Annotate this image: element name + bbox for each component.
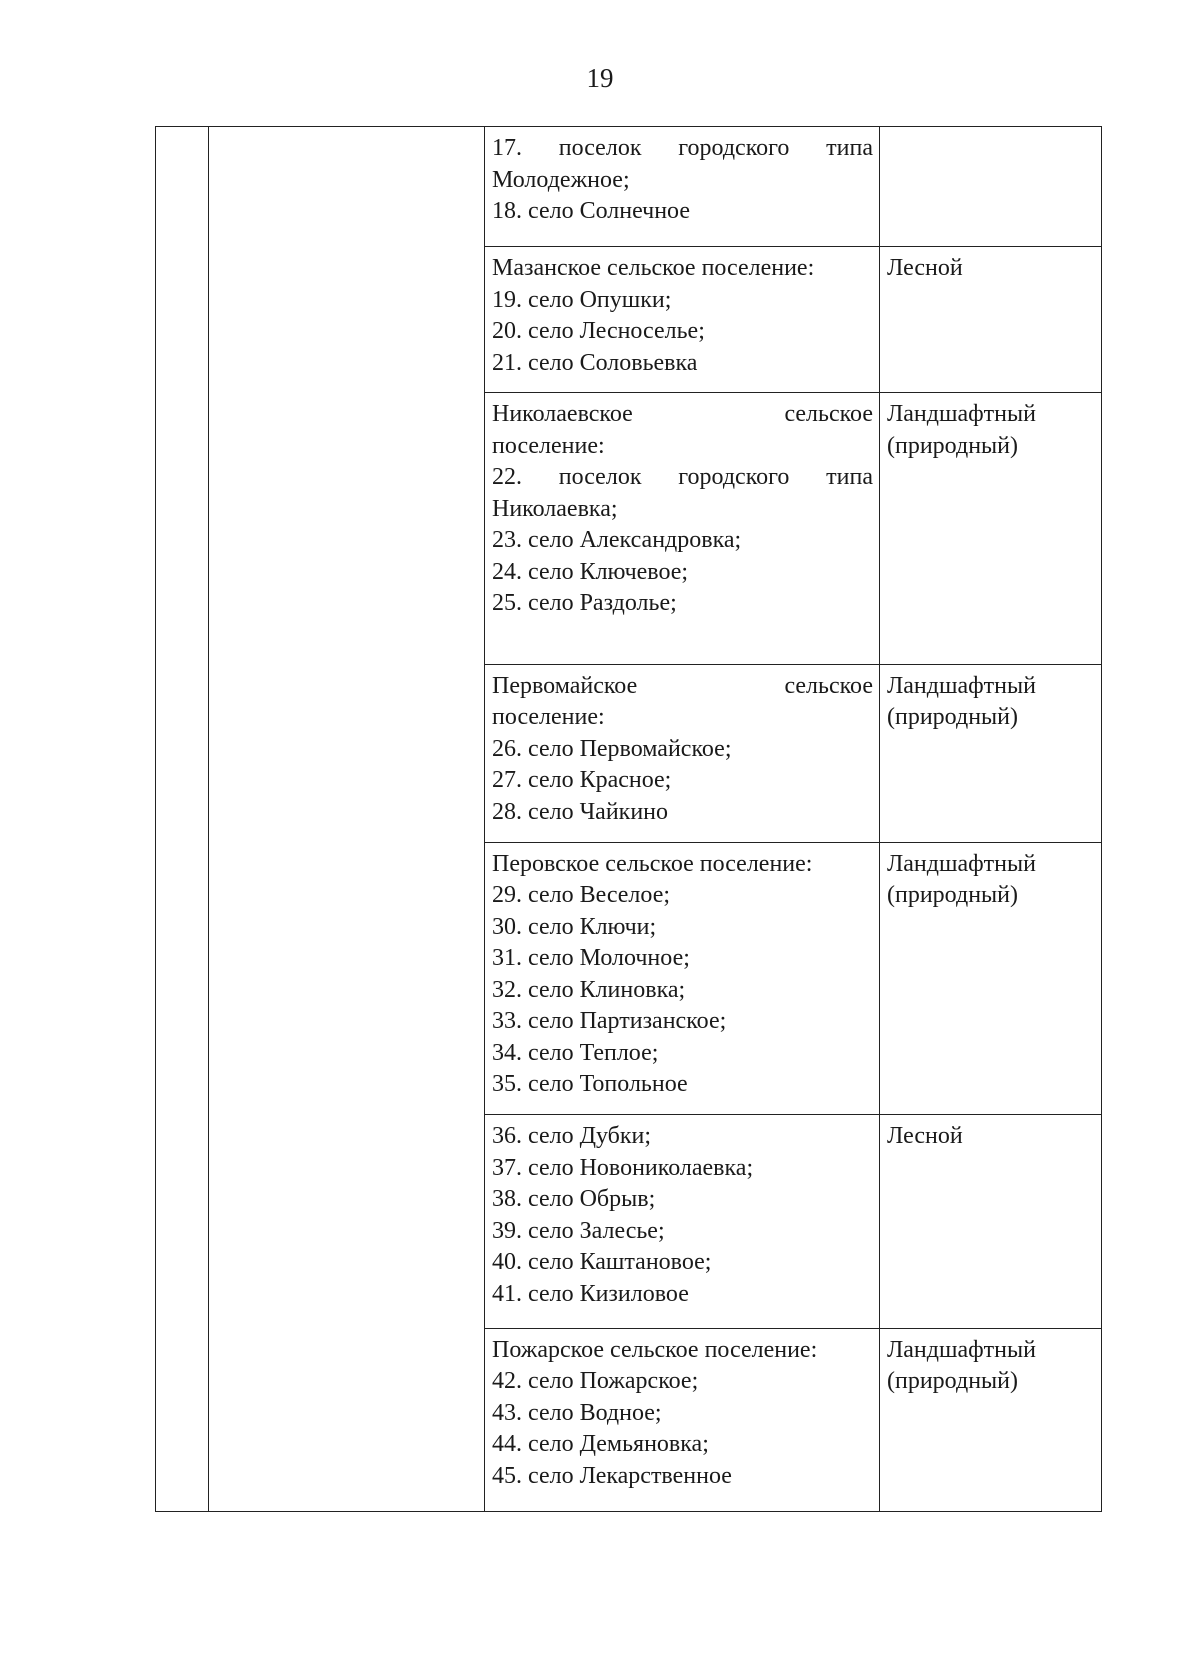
type-cell bbox=[880, 664, 1102, 842]
settlements-cell bbox=[485, 127, 880, 247]
settlements-cell bbox=[485, 1115, 880, 1328]
settlement-line: 39. село Залесье; bbox=[492, 1217, 665, 1244]
settlement-line: 41. село Кизиловое bbox=[492, 1280, 689, 1307]
protected-area-type: Лесной bbox=[887, 1123, 963, 1150]
settlements-table bbox=[155, 126, 1102, 1512]
settlement-line: 43. село Водное; bbox=[492, 1399, 662, 1426]
protected-area-type: Лесной bbox=[887, 255, 963, 282]
settlement-line: 28. село Чайкино bbox=[492, 798, 669, 825]
settlement-line: Перовское сельское поселение: bbox=[492, 850, 813, 877]
settlement-line: 45. село Лекарственное bbox=[492, 1462, 732, 1489]
settlement-line: Молодежное; bbox=[492, 166, 630, 193]
type-cell bbox=[880, 247, 1102, 393]
settlements-cell bbox=[485, 247, 880, 393]
settlement-line: 33. село Партизанское; bbox=[492, 1008, 727, 1035]
type-cell bbox=[880, 127, 1102, 247]
settlement-line: 29. село Веселое; bbox=[492, 882, 671, 909]
protected-area-type: (природный) bbox=[887, 704, 1019, 731]
settlement-line: 37. село Новониколаевка; bbox=[492, 1154, 754, 1181]
settlement-line: 20. село Лесноселье; bbox=[492, 318, 705, 345]
index-column bbox=[156, 127, 209, 1512]
page-number: 19 bbox=[586, 63, 614, 93]
settlement-line: 23. село Александровка; bbox=[492, 527, 742, 554]
settlements-cell bbox=[485, 842, 880, 1114]
settlement-line: 25. село Раздолье; bbox=[492, 590, 677, 617]
settlements-cell bbox=[485, 393, 880, 664]
protected-area-type: Ландшафтный bbox=[887, 1336, 1036, 1363]
settlement-line: 31. село Молочное; bbox=[492, 945, 690, 972]
protected-area-type: (природный) bbox=[887, 432, 1019, 459]
settlement-line: Мазанское сельское поселение: bbox=[492, 255, 815, 282]
protected-area-type: Ландшафтный bbox=[887, 850, 1036, 877]
settlement-line: 19. село Опушки; bbox=[492, 286, 672, 313]
settlement-line: Первомайское сельское bbox=[492, 672, 873, 699]
settlement-line: 34. село Теплое; bbox=[492, 1039, 659, 1066]
settlement-line: 24. село Ключевое; bbox=[492, 558, 689, 585]
table-body bbox=[156, 127, 1102, 1512]
settlement-line: 38. село Обрыв; bbox=[492, 1186, 656, 1213]
protected-area-type: Ландшафтный bbox=[887, 401, 1036, 428]
settlement-line: поселение: bbox=[492, 704, 605, 731]
settlement-line: 22. поселок городского типа bbox=[492, 464, 873, 491]
settlement-line: 36. село Дубки; bbox=[492, 1123, 652, 1150]
type-cell bbox=[880, 393, 1102, 664]
settlement-line: поселение: bbox=[492, 432, 605, 459]
settlement-line: Пожарское сельское поселение: bbox=[492, 1336, 818, 1363]
type-cell bbox=[880, 1328, 1102, 1511]
type-cell bbox=[880, 1115, 1102, 1328]
protected-area-type: (природный) bbox=[887, 882, 1019, 909]
protected-area-type: (природный) bbox=[887, 1368, 1019, 1395]
settlement-line: 44. село Демьяновка; bbox=[492, 1431, 709, 1458]
settlement-line: 18. село Солнечное bbox=[492, 198, 690, 224]
settlement-line: 30. село Ключи; bbox=[492, 913, 657, 940]
type-cell bbox=[880, 842, 1102, 1114]
settlement-line: 35. село Топольное bbox=[492, 1071, 688, 1098]
table-row bbox=[156, 127, 1102, 247]
settlements-cell bbox=[485, 664, 880, 842]
name-column bbox=[209, 127, 485, 1512]
settlements-cell bbox=[485, 1328, 880, 1511]
settlement-line: 32. село Клиновка; bbox=[492, 976, 686, 1003]
settlement-line: 27. село Красное; bbox=[492, 767, 672, 794]
settlement-line: 21. село Соловьевка bbox=[492, 349, 698, 376]
settlement-line: 26. село Первомайское; bbox=[492, 735, 732, 762]
protected-area-type: Ландшафтный bbox=[887, 672, 1036, 699]
settlement-line: 17. поселок городского типа bbox=[492, 135, 873, 161]
settlement-line: 42. село Пожарское; bbox=[492, 1368, 699, 1395]
settlement-line: 40. село Каштановое; bbox=[492, 1249, 712, 1276]
settlement-line: Николаевка; bbox=[492, 495, 618, 522]
settlement-line: Николаевское сельское bbox=[492, 401, 873, 428]
